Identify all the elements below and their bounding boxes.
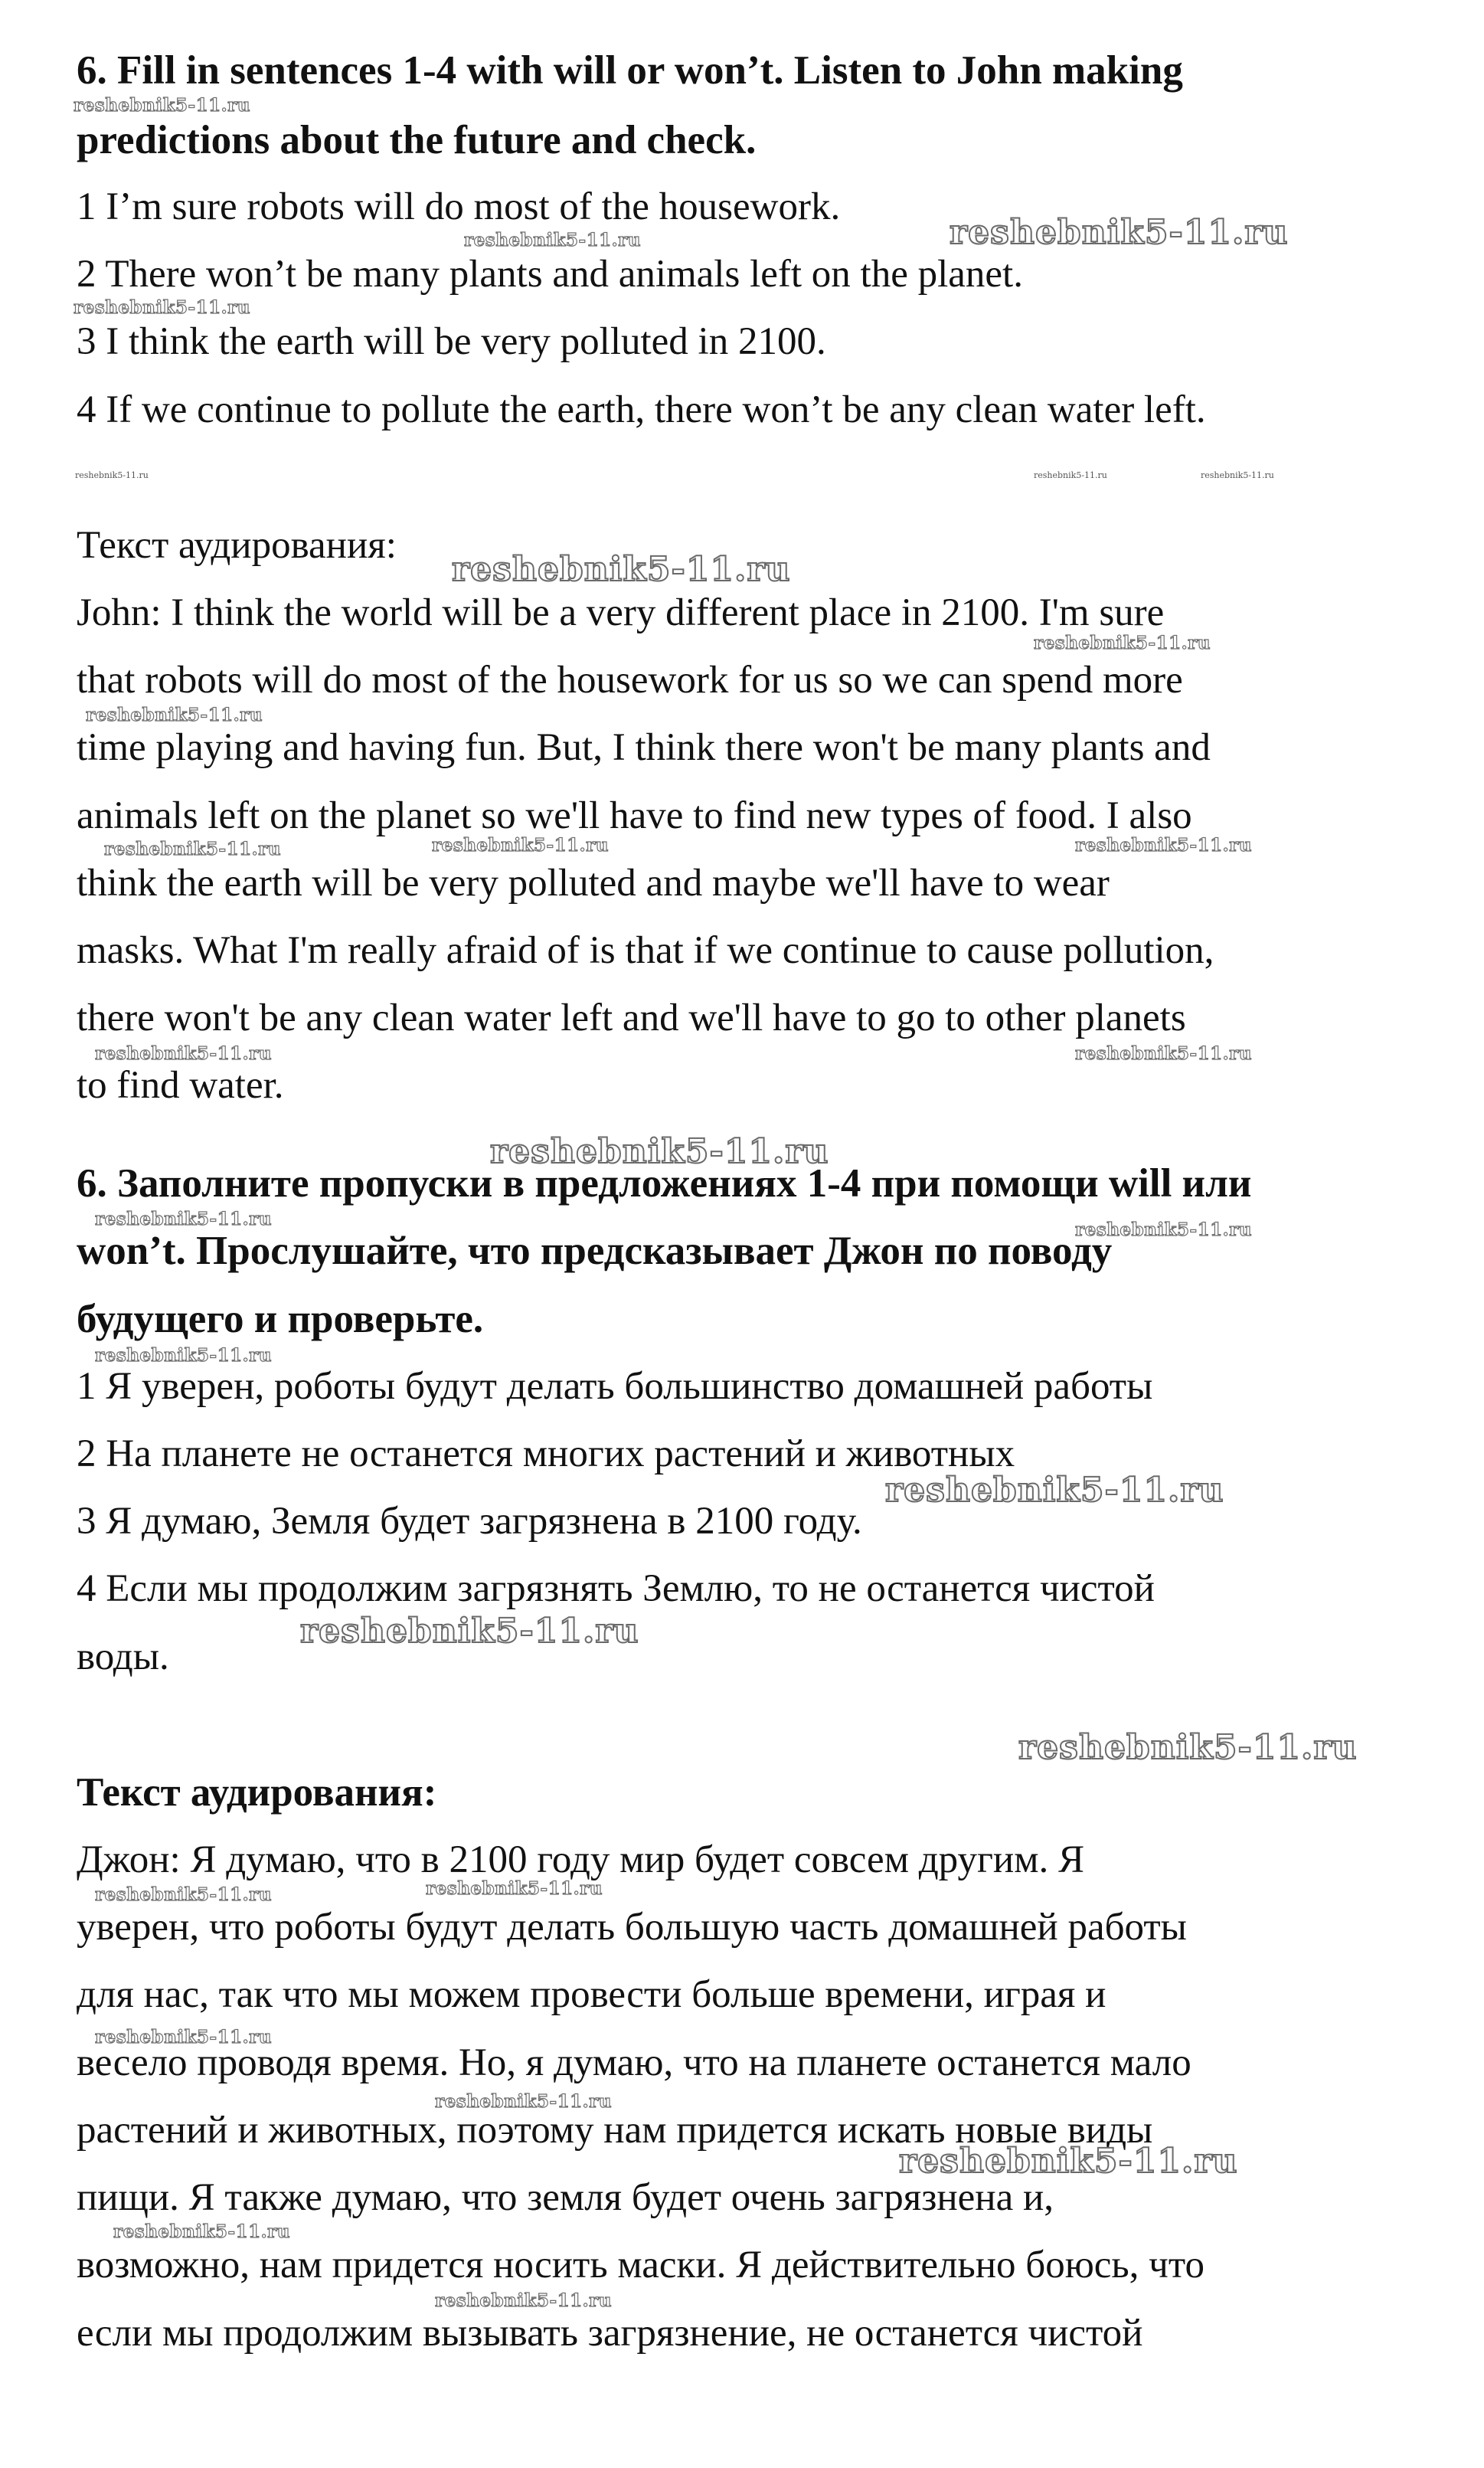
watermark: reshebnik5-11.ru — [885, 1471, 1224, 1510]
watermark: reshebnik5-11.ru — [113, 2221, 290, 2242]
audio-script-ru-line: если мы продолжим вызывать загрязнение, не останется чистой — [77, 2312, 1143, 2355]
audio-script-label-ru: Текст аудирования: — [77, 1770, 437, 1815]
exercise-heading-ru-line-2: won’t. Прослушайте, что предсказывает Джон по поводу — [77, 1229, 1113, 1273]
watermark: reshebnik5-11.ru — [95, 1345, 272, 1366]
english-sentence-3: 3 I think the earth will be very polluted in 2100. — [77, 320, 826, 363]
watermark: reshebnik5-11.ru — [452, 550, 791, 589]
watermark: reshebnik5-11.ru — [435, 2091, 612, 2112]
audio-script-ru-line: весело проводя время. Но, я думаю, что на планете останется мало — [77, 2041, 1191, 2084]
audio-script-ru-line: пищи. Я также думаю, что земля будет очень загрязнена и, — [77, 2176, 1054, 2219]
audio-script-line: masks. What I'm really afraid of is that if we continue to cause pollution, — [77, 929, 1214, 972]
russian-sentence-4-cont: воды. — [77, 1635, 169, 1678]
russian-sentence-2: 2 На планете не останется многих растений и животных — [77, 1432, 1015, 1475]
audio-script-ru-line: уверен, что роботы будут делать большую часть домашней работы — [77, 1906, 1187, 1949]
audio-script-line: time playing and having fun. But, I think there won't be many plants and — [77, 726, 1211, 769]
audio-script-line: John: I think the world will be a very different place in 2100. I'm sure — [77, 591, 1165, 634]
exercise-heading-ru-line-3: будущего и проверьте. — [77, 1297, 484, 1341]
audio-script-line: animals left on the planet so we'll have to find new types of food. I also — [77, 794, 1192, 837]
watermark: reshebnik5-11.ru — [899, 2142, 1238, 2181]
watermark: reshebnik5-11.ru — [1018, 1728, 1358, 1767]
audio-script-ru-line: для нас, так что мы можем провести больше времени, играя и — [77, 1973, 1106, 2016]
watermark: reshebnik5-11.ru — [95, 1043, 272, 1064]
watermark: reshebnik5-11.ru — [1075, 835, 1252, 856]
watermark: reshebnik5-11.ru — [95, 2027, 272, 2047]
english-sentence-4: 4 If we continue to pollute the earth, there won’t be any clean water left. — [77, 388, 1206, 431]
watermark: reshebnik5-11.ru — [300, 1612, 639, 1651]
watermark: reshebnik5-11.ru — [74, 297, 250, 318]
watermark: reshebnik5-11.ru — [1075, 1219, 1252, 1240]
watermark: reshebnik5-11.ru — [1201, 470, 1274, 480]
exercise-heading-ru-line-1: 6. Заполните пропуски в предложениях 1-4 при помощи will или — [77, 1161, 1252, 1206]
watermark: reshebnik5-11.ru — [435, 2290, 612, 2311]
exercise-heading-line-2: predictions about the future and check. — [77, 118, 757, 162]
watermark: reshebnik5-11.ru — [464, 230, 641, 250]
english-sentence-2: 2 There won’t be many plants and animals left on the planet. — [77, 253, 1023, 296]
audio-script-line: think the earth will be very polluted and maybe we'll have to wear — [77, 862, 1110, 905]
watermark: reshebnik5-11.ru — [432, 835, 609, 856]
watermark: reshebnik5-11.ru — [74, 95, 250, 116]
audio-script-ru-line: растений и животных, поэтому нам придется искать новые виды — [77, 2109, 1153, 2152]
russian-sentence-3: 3 Я думаю, Земля будет загрязнена в 2100 году. — [77, 1500, 862, 1543]
watermark: reshebnik5-11.ru — [86, 705, 263, 725]
audio-script-ru-line: возможно, нам придется носить маски. Я действительно боюсь, что — [77, 2244, 1205, 2286]
english-sentence-1: 1 I’m sure robots will do most of the housework. — [77, 185, 841, 228]
watermark: reshebnik5-11.ru — [1034, 470, 1107, 480]
audio-script-line: that robots will do most of the housework for us so we can spend more — [77, 659, 1183, 702]
russian-sentence-4: 4 Если мы продолжим загрязнять Землю, то не останется чистой — [77, 1567, 1155, 1610]
watermark: reshebnik5-11.ru — [104, 839, 281, 859]
watermark: reshebnik5-11.ru — [75, 470, 149, 480]
audio-script-ru-line: Джон: Я думаю, что в 2100 году мир будет совсем другим. Я — [77, 1838, 1084, 1881]
watermark: reshebnik5-11.ru — [490, 1132, 829, 1171]
audio-script-label-en: Текст аудирования: — [77, 524, 397, 567]
exercise-heading-line-1: 6. Fill in sentences 1-4 with will or won’t. Listen to John making — [77, 48, 1183, 93]
watermark: reshebnik5-11.ru — [1075, 1043, 1252, 1064]
audio-script-line: to find water. — [77, 1064, 284, 1107]
audio-script-line: there won't be any clean water left and we'll have to go to other planets — [77, 997, 1186, 1039]
watermark: reshebnik5-11.ru — [95, 1884, 272, 1905]
watermark: reshebnik5-11.ru — [1034, 633, 1211, 653]
watermark: reshebnik5-11.ru — [95, 1209, 272, 1229]
russian-sentence-1: 1 Я уверен, роботы будут делать большинство домашней работы — [77, 1365, 1153, 1408]
watermark: reshebnik5-11.ru — [950, 213, 1289, 252]
watermark: reshebnik5-11.ru — [426, 1878, 603, 1899]
